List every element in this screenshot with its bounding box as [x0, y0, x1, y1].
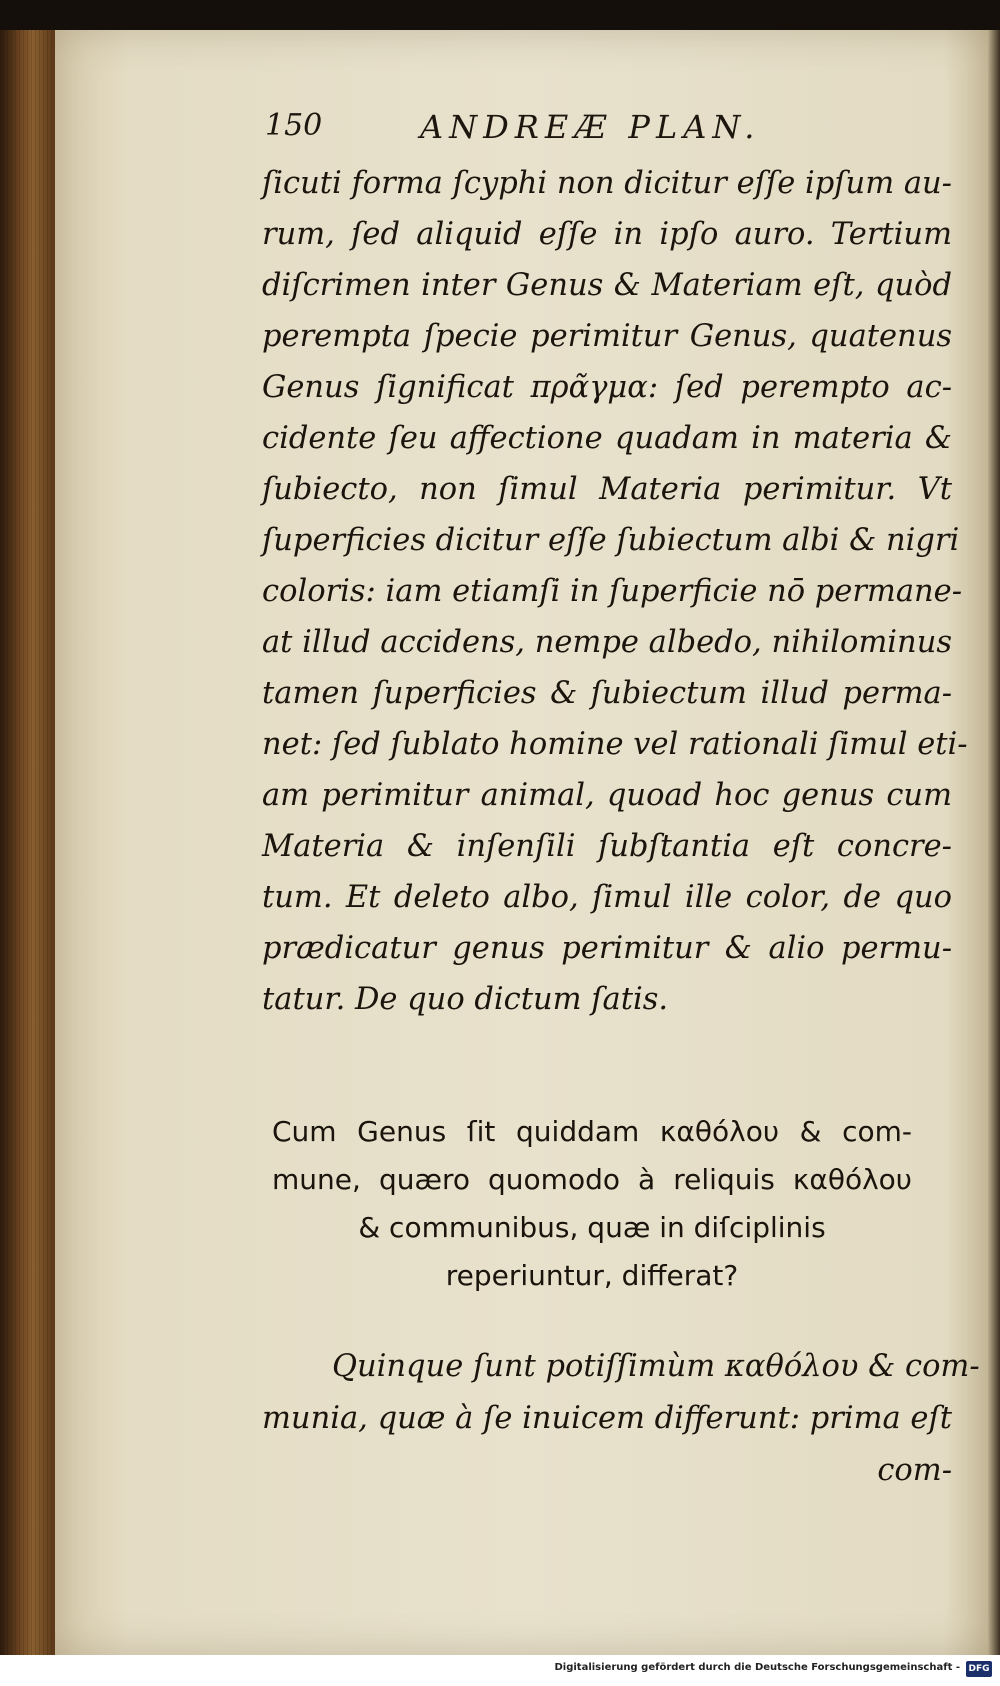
question-heading [272, 1108, 912, 1300]
text-line: prædicatur genus perimitur & alio permu- [262, 931, 952, 966]
heading-line: mune, quæro quomodo à reliquis καθόλου [272, 1163, 912, 1196]
page-edge-lines [0, 30, 55, 1655]
page-gutter-shadow [988, 30, 1000, 1655]
book-page-edges [0, 30, 55, 1655]
page-header [265, 108, 865, 148]
text-line: cidente ſeu affectione quadam in materia & [262, 421, 952, 456]
text-line: Genus ſignificat πρᾶγμα: ſed perempto ac- [262, 370, 952, 405]
text-line: rum, ſed aliquid eſſe in ipſo auro. Tertium [262, 217, 952, 252]
heading-line: Cum Genus ſit quiddam καθόλου & com- [272, 1115, 912, 1148]
text-line: munia, quæ à ſe inuicem differunt: prima eſt [262, 1401, 952, 1436]
text-line: ſubiecto, non ſimul Materia perimitur. Vt [262, 472, 952, 507]
text-line: tum. Et deleto albo, ſimul ille color, de quo [262, 880, 952, 915]
page-number: 150 [265, 108, 323, 143]
text-line: Materia & inſenſili ſubſtantia eſt concre- [262, 829, 952, 864]
text-line: tamen ſuperficies & ſubiectum illud perma- [262, 676, 952, 711]
text-line: ſuperficies dicitur eſſe ſubiectum albi & nigri [262, 523, 960, 558]
catchword: com- [877, 1453, 952, 1488]
text-line: net: ſed ſublato homine vel rationali ſimul eti- [262, 727, 968, 762]
paragraph-1 [262, 158, 968, 1025]
heading-line: reperiuntur, differat? [445, 1259, 739, 1292]
text-line: ſicuti forma ſcyphi non dicitur eſſe ipſum au- [262, 166, 952, 201]
running-head: ANDREÆ PLAN. [420, 108, 761, 146]
text-line: am perimitur animal, quoad hoc genus cum [262, 778, 952, 813]
dfg-logo: DFG [966, 1661, 992, 1677]
heading-line: & communibus, quæ in diſciplinis [358, 1211, 826, 1244]
text-line: diſcrimen inter Genus & Materiam eſt, quòd [262, 268, 952, 303]
paragraph-2 [262, 1341, 980, 1497]
text-line: perempta ſpecie perimitur Genus, quatenus [262, 319, 952, 354]
footer-bar [0, 1655, 1000, 1686]
text-line: coloris: iam etiamſi in ſuperficie nō permane- [262, 574, 963, 609]
text-line: Quinque ſunt potiſſimùm καθόλου & com- [332, 1349, 980, 1384]
text-line: tatur. De quo dictum ſatis. [262, 982, 669, 1017]
footer-credit: Digitalisierung gefördert durch die Deutsche Forschungsgemeinschaft - [554, 1662, 960, 1673]
text-line: at illud accidens, nempe albedo, nihilominus [262, 625, 952, 660]
